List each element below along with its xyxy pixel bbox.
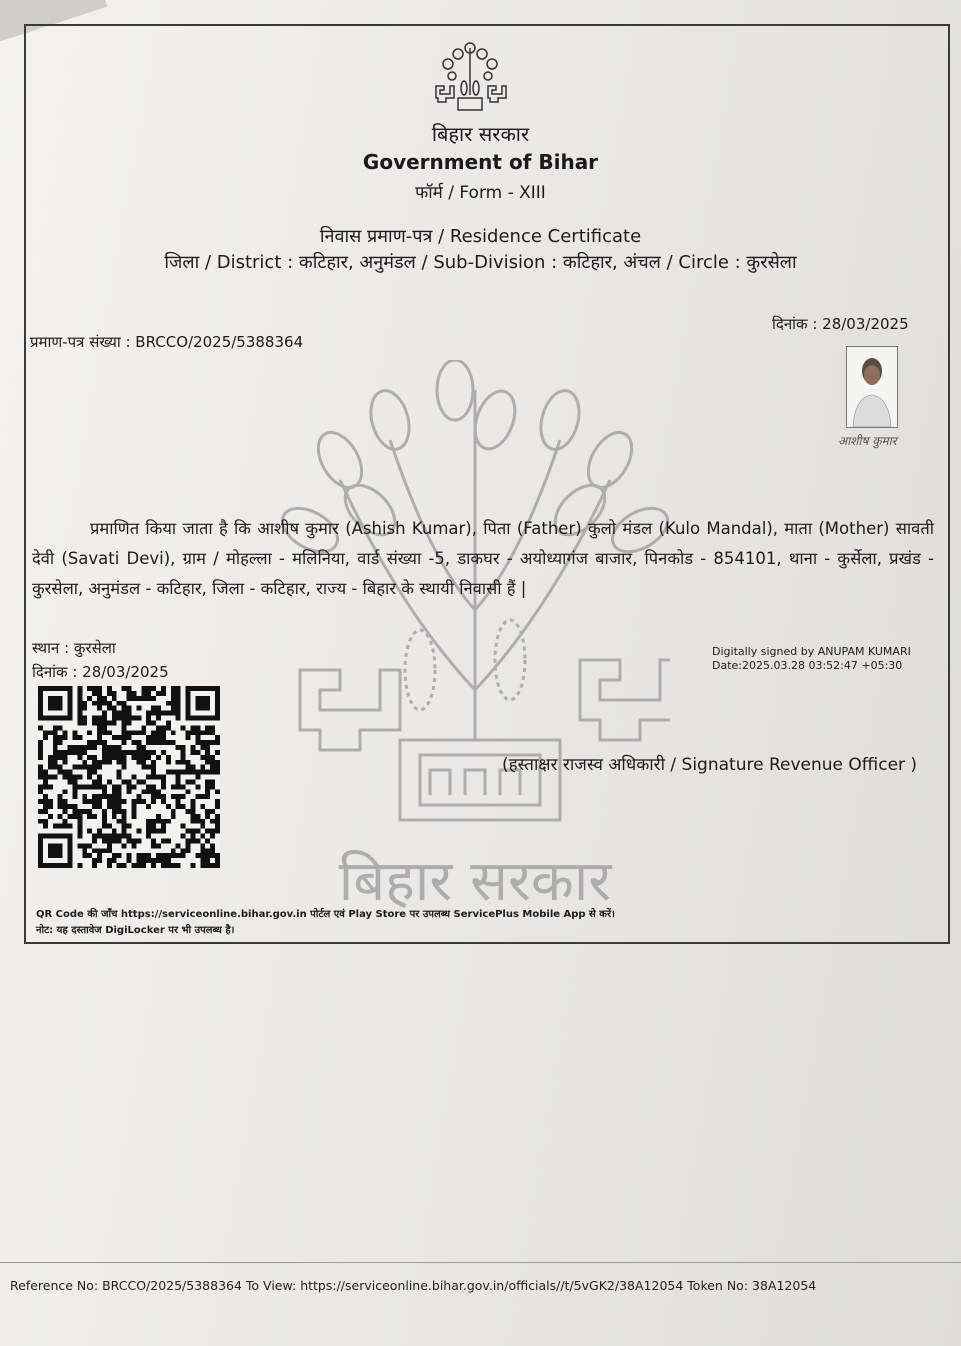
footer-divider [0, 1262, 961, 1263]
certificate-title: निवास प्रमाण-पत्र / Residence Certificate [319, 226, 642, 247]
government-title: Government of Bihar [362, 150, 599, 174]
issue-date: दिनांक : 28/03/2025 [32, 663, 169, 681]
reference-line: Reference No: BRCCO/2025/5388364 To View: https://serviceonline.bihar.gov.in/officials//t/5vGK2/38A12054 Token No: 38A12054 [10, 1278, 817, 1293]
digilocker-note: नोट: यह दस्तावेज DigiLocker पर भी उपलब्ध है। [36, 925, 235, 936]
digital-signed-date: Date:2025.03.28 03:52:47 +05:30 [712, 659, 903, 672]
state-name-hindi: बिहार सरकार [431, 122, 530, 146]
form-number: फॉर्म / Form - XIII [415, 183, 546, 203]
certificate-body: प्रमाणित किया जाता है कि आशीष कुमार (Ashish Kumar), पिता (Father) कुलो मंडल (Kulo Mandal), माता (Mother) सावती देवी (Savati Devi), ग्राम / मोहल्ला - मलिनिया, वार्ड संख्या -5, डाकघर - अयोध्यागंज बाजार, पिनकोड - 854101, थाना - कुर्सेला, प्रखंड - कुरसेला, अनुमंडल - कटिहार, जिला - कटिहार, राज्य - बिहार के स्थायी निवासी हैं | [32, 519, 934, 598]
bihar-emblem-logo [430, 40, 510, 115]
qr-code [38, 686, 220, 868]
digital-signature [712, 645, 911, 673]
signature-label: (हस्ताक्षर राजस्व अधिकारी / Signature Revenue Officer ) [502, 755, 918, 775]
qr-verification-note: QR Code की जाँच https://serviceonline.bihar.gov.in पोर्टल एवं Play Store पर उपलब्ध ServicePlus Mobile App से करें। [36, 909, 615, 920]
applicant-photo [846, 346, 898, 428]
photo-signature: आशीष कुमार [838, 434, 897, 448]
bihar-emblem-watermark [280, 360, 670, 920]
district-line: जिला / District : कटिहार, अनुमंडल / Sub-Division : कटिहार, अंचल / Circle : कुरसेला [164, 252, 797, 273]
digital-signed-by: Digitally signed by ANUPAM KUMARI [712, 645, 911, 658]
watermark-text: बिहार सरकार [338, 849, 612, 914]
place: स्थान : कुरसेला [32, 639, 116, 657]
certificate-date: दिनांक : 28/03/2025 [772, 315, 909, 333]
certificate-number: प्रमाण-पत्र संख्या : BRCCO/2025/5388364 [30, 333, 304, 351]
qr-note [36, 907, 615, 939]
